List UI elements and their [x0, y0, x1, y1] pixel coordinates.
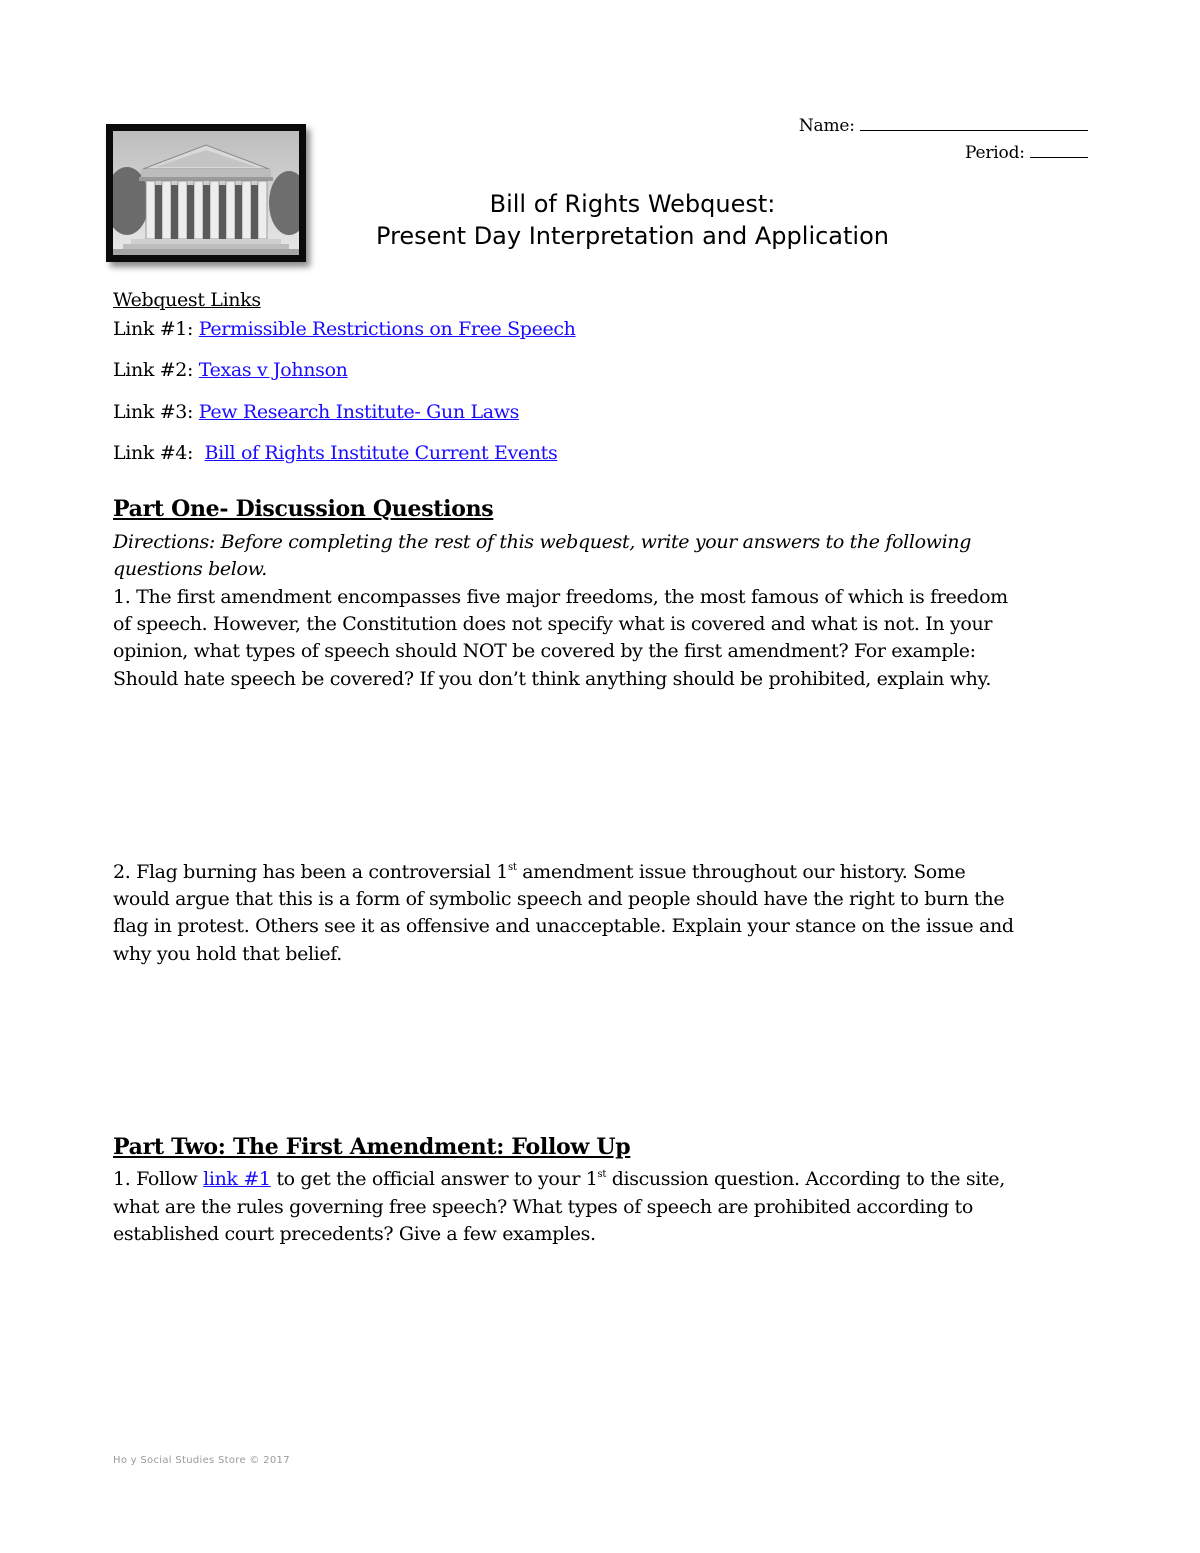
question-2-line-2: would argue that this is a form of symbolic speech and people should have the right to burn the — [113, 888, 1005, 910]
part-two-q1-line-2: what are the rules governing free speech? What types of speech are prohibited according to — [113, 1196, 973, 1218]
p2-superscript: st — [597, 1169, 606, 1180]
question-1-line-3: opinion, what types of speech should NOT be covered by the first amendment? For example: — [113, 640, 976, 662]
question-1-line-1: 1. The first amendment encompasses five major freedoms, the most famous of which is freedom — [113, 586, 1008, 608]
p2-text-a: 1. Follow — [113, 1168, 204, 1190]
link-texas-v-johnson[interactable]: Texas v Johnson — [198, 359, 348, 381]
link-bill-of-rights-institute[interactable]: Bill of Rights Institute Current Events — [204, 442, 558, 464]
question-2-line-4: why you hold that belief. — [113, 943, 343, 965]
period-field — [965, 143, 1088, 163]
link-prefix: Link #4: — [113, 442, 205, 464]
link-row-1 — [113, 316, 576, 343]
link-prefix: Link #2: — [113, 359, 199, 381]
link-permissible-restrictions[interactable]: Permissible Restrictions on Free Speech — [198, 318, 576, 340]
link-row-2 — [113, 357, 348, 384]
link-prefix: Link #3: — [113, 401, 199, 423]
supreme-court-photo — [106, 124, 306, 262]
page-title-line1: Bill of Rights Webquest: — [489, 190, 776, 218]
question-1-line-2: of speech. However, the Constitution does not specify what is covered and what is not. In your — [113, 613, 993, 635]
q2-text-b: amendment issue throughout our history. Some — [516, 861, 966, 883]
part-two-heading: Part Two: The First Amendment: Follow Up — [113, 1134, 631, 1160]
name-label: Name: — [798, 116, 860, 136]
name-field — [799, 116, 1088, 136]
directions-line-2: questions below. — [113, 558, 267, 580]
q2-superscript: st — [508, 862, 517, 873]
link-row-3 — [113, 399, 519, 426]
link-1-inline[interactable]: link #1 — [203, 1168, 271, 1190]
period-blank-line[interactable] — [1030, 143, 1088, 158]
link-row-4 — [113, 440, 557, 467]
question-2-line-3: flag in protest. Others see it as offensive and unacceptable. Explain your stance on the issue and — [113, 915, 1014, 937]
page-title-line2: Present Day Interpretation and Application — [376, 222, 889, 250]
part-one-heading: Part One- Discussion Questions — [113, 496, 494, 522]
question-2-line-1 — [113, 859, 965, 886]
period-label: Period: — [965, 143, 1030, 163]
directions-line-1: Directions: Before completing the rest of this webquest, write your answers to the following — [113, 531, 972, 553]
question-1-line-4: Should hate speech be covered? If you don’t think anything should be prohibited, explain why. — [113, 668, 992, 690]
link-pew-research[interactable]: Pew Research Institute- Gun Laws — [198, 401, 520, 423]
links-heading: Webquest Links — [113, 289, 261, 311]
p2-text-b: to get the official answer to your 1 — [270, 1168, 598, 1190]
part-two-q1-line-3: established court precedents? Give a few examples. — [113, 1223, 596, 1245]
part-two-q1-line-1 — [113, 1166, 1005, 1193]
footer-copyright: Ho y Social Studies Store © 2017 — [113, 1455, 290, 1466]
q2-text-a: 2. Flag burning has been a controversial 1 — [113, 861, 509, 883]
p2-text-c: discussion question. According to the site, — [606, 1168, 1005, 1190]
supreme-court-building-icon — [113, 131, 299, 255]
link-prefix: Link #1: — [113, 318, 199, 340]
name-blank-line[interactable] — [860, 116, 1088, 131]
